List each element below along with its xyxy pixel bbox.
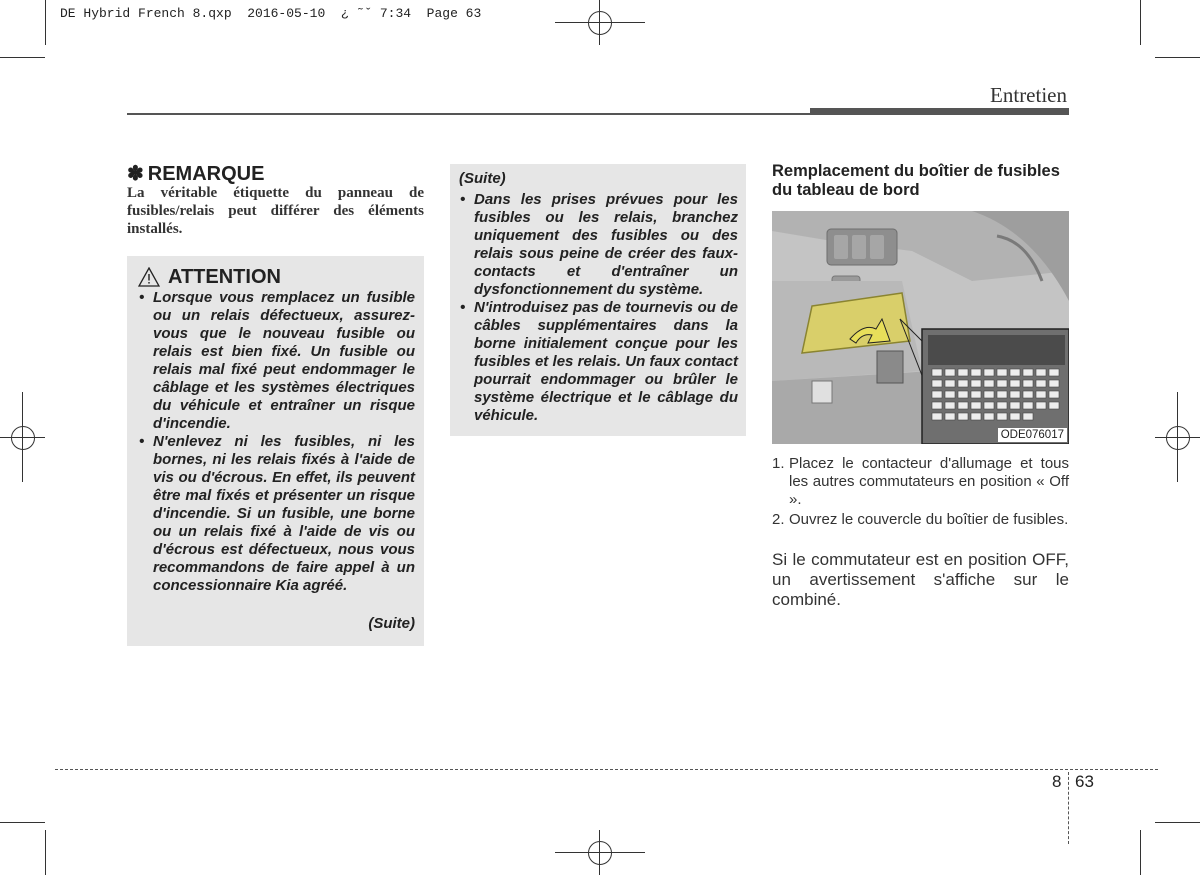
procedure-step xyxy=(772,455,1069,509)
section-title: Entretien xyxy=(990,83,1067,107)
crop-mark xyxy=(45,830,46,875)
crop-mark xyxy=(0,822,45,823)
note-title-text: REMARQUE xyxy=(147,163,265,185)
registration-mark-left xyxy=(0,392,45,482)
warning-triangle-icon xyxy=(138,267,160,287)
figure-code: ODE076017 xyxy=(998,428,1067,442)
attention-item: • N'enlevez ni les fusibles, ni les bornes, ni les relais fixés à l'aide de vis ou d'écrous. En effet, ils peuvent être mal fixés et présenter un risque d'incendie. Si un fusible, une borne ou un relais fixé à l'aide de vis ou d'écrous est défectueux, nous vous recommandons de faire appel à un concessionnaire Kia agréé. xyxy=(138,433,415,595)
procedure-step xyxy=(772,511,1069,529)
registration-mark-top xyxy=(555,0,645,45)
header-bar xyxy=(810,108,1069,115)
note-star-icon: ✽ xyxy=(127,163,144,185)
step-number: 2. xyxy=(772,511,785,528)
step-number: 1. xyxy=(772,455,785,472)
note-body: La véritable étiquette du panneau de fusibles/relais peut différer des éléments installés. xyxy=(127,185,424,237)
attention-title: ATTENTION xyxy=(168,265,281,288)
registration-mark-bottom xyxy=(555,830,645,875)
procedure-heading: Remplacement du boîtier de fusibles du tableau de bord xyxy=(772,162,1060,199)
attention-item: • Lorsque vous remplacez un fusible ou un relais défectueux, assurez-vous que le nouveau fusible ou relais est bien fixé. Un fusible ou relais mal fixé peut endommager le câblage et les systèmes électriques du véhicule et entraîner un risque d'incendie. xyxy=(138,289,415,433)
attention-header xyxy=(138,265,281,289)
page-number-separator xyxy=(1068,772,1069,844)
continued-item: • N'introduisez pas de tournevis ou de câbles supplémentaires dans la borne initialement conçue pour les fusibles et les relais. Un faux contact pourrait endommager ou brûler le système électrique et le câblage du véhicule. xyxy=(459,299,738,425)
crop-mark xyxy=(1155,57,1200,58)
continued-list xyxy=(459,191,738,425)
chapter-number: 8 xyxy=(1052,772,1062,791)
header-rule xyxy=(127,113,810,115)
continued-item: • Dans les prises prévues pour les fusibles ou les relais, branchez uniquement des fusibles ou des relais sous peine de créer des faux-contacts et d'entraîner un dysfonctionnement du système. xyxy=(459,191,738,299)
attention-list xyxy=(138,289,415,595)
continued-label: (Suite) xyxy=(368,615,415,632)
crop-mark xyxy=(1140,0,1141,45)
procedure-note: Si le commutateur est en position OFF, un avertissement s'affiche sur le combiné. xyxy=(772,550,1069,609)
crop-mark xyxy=(45,0,46,45)
crop-mark xyxy=(0,57,45,58)
crop-mark xyxy=(1155,822,1200,823)
procedure-steps xyxy=(772,455,1069,531)
note-title xyxy=(127,161,264,186)
continued-heading: (Suite) xyxy=(459,170,506,187)
print-header: DE Hybrid French 8.qxp 2016-05-10 ¿ ˜ˇ 7:34 Page 63 xyxy=(60,6,482,21)
step-text: Placez le contacteur d'allumage et tous les autres commutateurs en position « Off ». xyxy=(789,455,1069,508)
fuse-box-figure xyxy=(772,211,1069,444)
registration-mark-right xyxy=(1155,392,1200,482)
footer-dashed-rule xyxy=(55,769,1158,770)
crop-mark xyxy=(1140,830,1141,875)
step-text: Ouvrez le couvercle du boîtier de fusibles. xyxy=(789,511,1069,528)
page-number: 63 xyxy=(1075,772,1094,791)
dashboard-fuse-box-illustration xyxy=(772,211,1069,444)
